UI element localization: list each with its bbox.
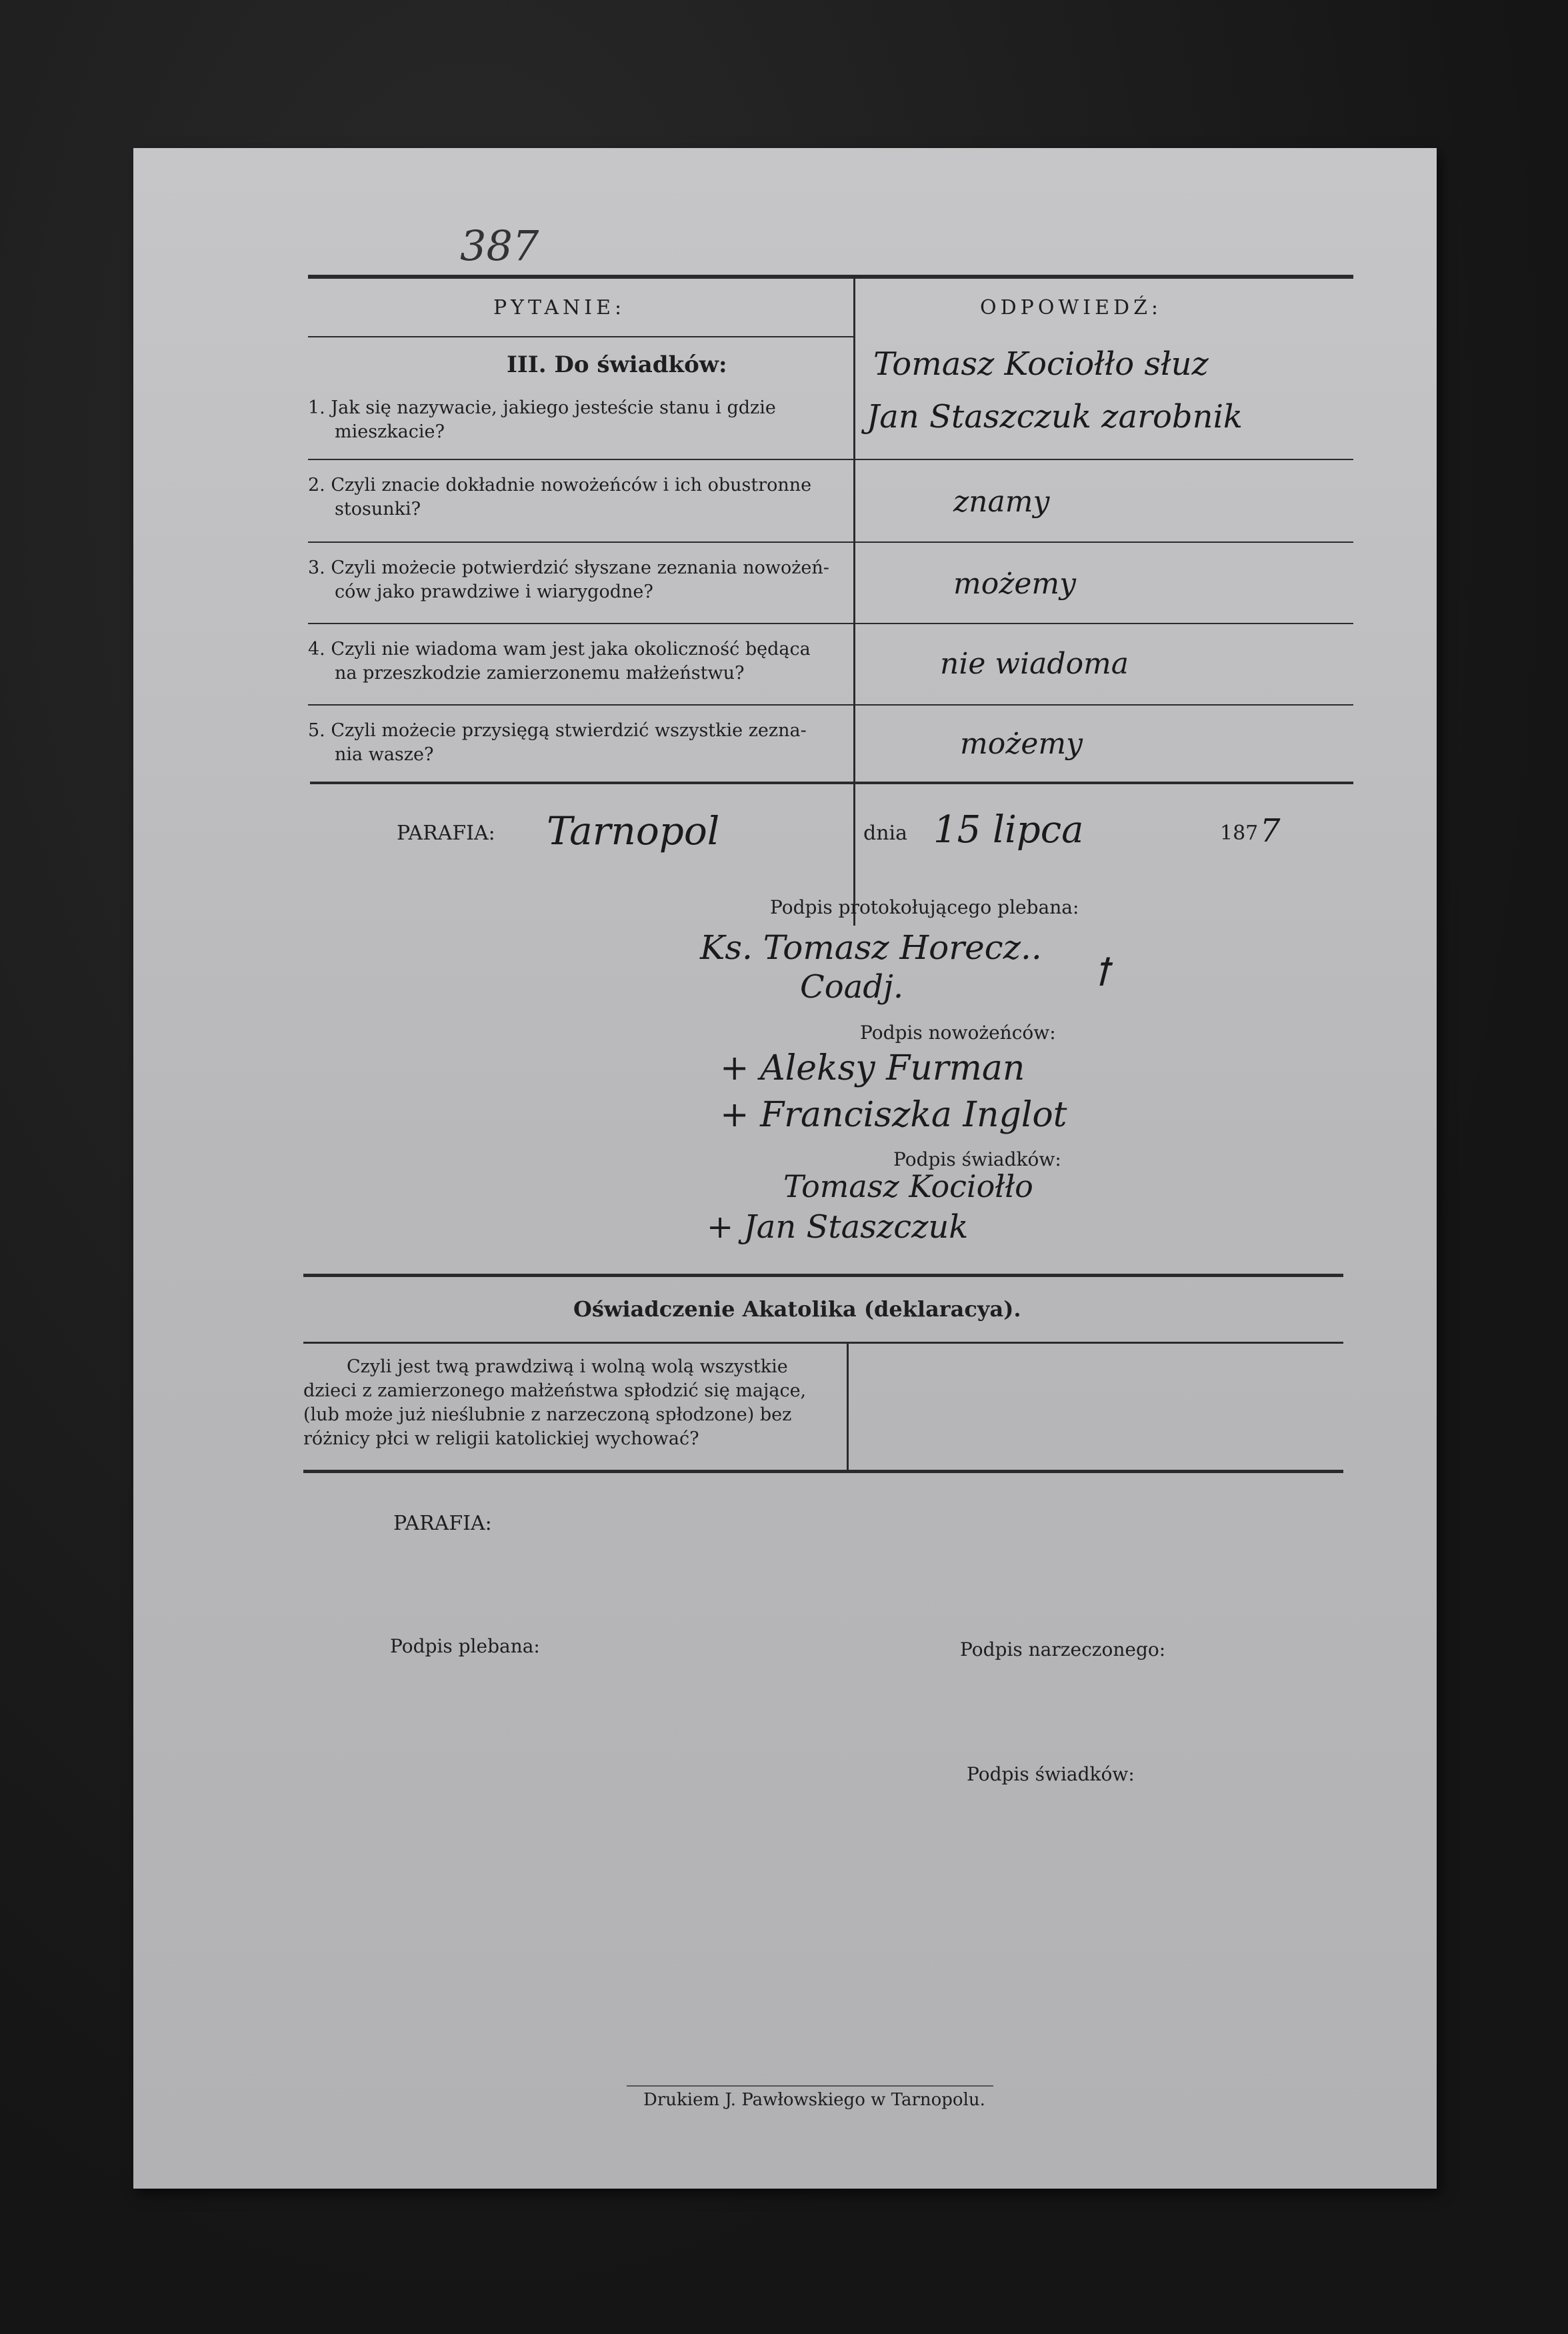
answer-1-line1: Tomasz Kociołło słuz xyxy=(873,345,1209,383)
couple-signature-line2: + Franciszka Inglot xyxy=(720,1095,1067,1135)
groom-signature-label: Podpis narzeczonego: xyxy=(960,1638,1166,1660)
declaration-bottom-rule xyxy=(303,1470,1343,1473)
witness-signature-line1: Tomasz Kociołło xyxy=(783,1168,1033,1204)
table-bottom-rule xyxy=(310,782,1353,784)
answer-2: znamy xyxy=(953,485,1050,519)
declaration-text-line1: Czyli jest twą prawdziwą i wolną wolą wszystkie xyxy=(347,1356,788,1377)
table-column-divider xyxy=(853,279,855,926)
question-1-line1: 1. Jak się nazywacie, jakiego jesteście stanu i gdzie xyxy=(308,397,776,418)
answer-5: możemy xyxy=(960,727,1083,761)
couple-signature-label: Podpis nowożeńców: xyxy=(860,1022,1056,1044)
parish-label: PARAFIA: xyxy=(397,822,495,845)
lower-witness-signature-label: Podpis świadków: xyxy=(967,1763,1135,1785)
section-title: III. Do świadków: xyxy=(507,351,727,378)
question-2-line1: 2. Czyli znacie dokładnie nowożeńców i ich obustronne xyxy=(308,475,812,495)
answer-3: możemy xyxy=(953,567,1077,601)
declaration-text-line4: różnicy płci w religii katolickiej wychować? xyxy=(303,1428,699,1449)
answer-column-header: ODPOWIEDŹ: xyxy=(980,296,1163,319)
table-top-rule xyxy=(308,275,1353,279)
lower-parish-label: PARAFIA: xyxy=(393,1512,492,1535)
answer-1-line2: Jan Staszczuk zarobnik xyxy=(867,398,1243,435)
declaration-text-line2: dzieci z zamierzonego małżeństwa spłodzić się mające, xyxy=(303,1380,807,1401)
lower-priest-signature-label: Podpis plebana: xyxy=(390,1635,540,1657)
priest-signature-label: Podpis protokołującego plebana: xyxy=(770,896,1079,918)
question-1-line2: mieszkacie? xyxy=(335,421,445,442)
declaration-title: Oświadczenie Akatolika (deklaracya). xyxy=(573,1296,1021,1322)
question-3-line2: ców jako prawdziwe i wiarygodne? xyxy=(335,581,653,602)
answer-4: nie wiadoma xyxy=(940,647,1129,681)
question-column-header: PYTANIE: xyxy=(493,296,626,319)
declaration-top-rule xyxy=(303,1274,1343,1277)
day-value: 15 lipca xyxy=(933,808,1084,852)
document-page xyxy=(133,148,1437,2189)
declaration-text-line3: (lub może już nieślubnie z narzeczoną spłodzone) bez xyxy=(303,1404,792,1425)
question-2-line2: stosunki? xyxy=(335,499,421,519)
priest-signature-line2: Coadj. xyxy=(800,968,904,1006)
priest-signature-flourish: ꝉ xyxy=(1093,952,1109,995)
question-3-line1: 3. Czyli możecie potwierdzić słyszane zeznania nowożeń- xyxy=(308,557,829,578)
question-5-line2: nia wasze? xyxy=(335,744,434,765)
year-suffix: 7 xyxy=(1260,812,1281,850)
archival-number: 387 xyxy=(460,221,539,270)
parish-place: Tarnopol xyxy=(547,808,720,854)
year-prefix: 187 xyxy=(1220,822,1259,845)
witness-signature-line2: + Jan Staszczuk xyxy=(707,1208,969,1246)
question-5-line1: 5. Czyli możecie przysięgą stwierdzić wszystkie zezna- xyxy=(308,720,807,741)
couple-signature-line1: + Aleksy Furman xyxy=(720,1048,1025,1088)
day-label: dnia xyxy=(863,822,908,845)
printer-imprint: Drukiem J. Pawłowskiego w Tarnopolu. xyxy=(643,2090,985,2110)
priest-signature-line1: Ks. Tomasz Horecz.. xyxy=(700,928,1042,967)
question-4-line2: na przeszkodzie zamierzonemu małżeństwu? xyxy=(335,663,745,684)
witness-signature-label: Podpis świadków: xyxy=(893,1148,1061,1170)
question-4-line1: 4. Czyli nie wiadoma wam jest jaka okoliczność będąca xyxy=(308,639,811,660)
declaration-column-divider xyxy=(847,1344,849,1470)
